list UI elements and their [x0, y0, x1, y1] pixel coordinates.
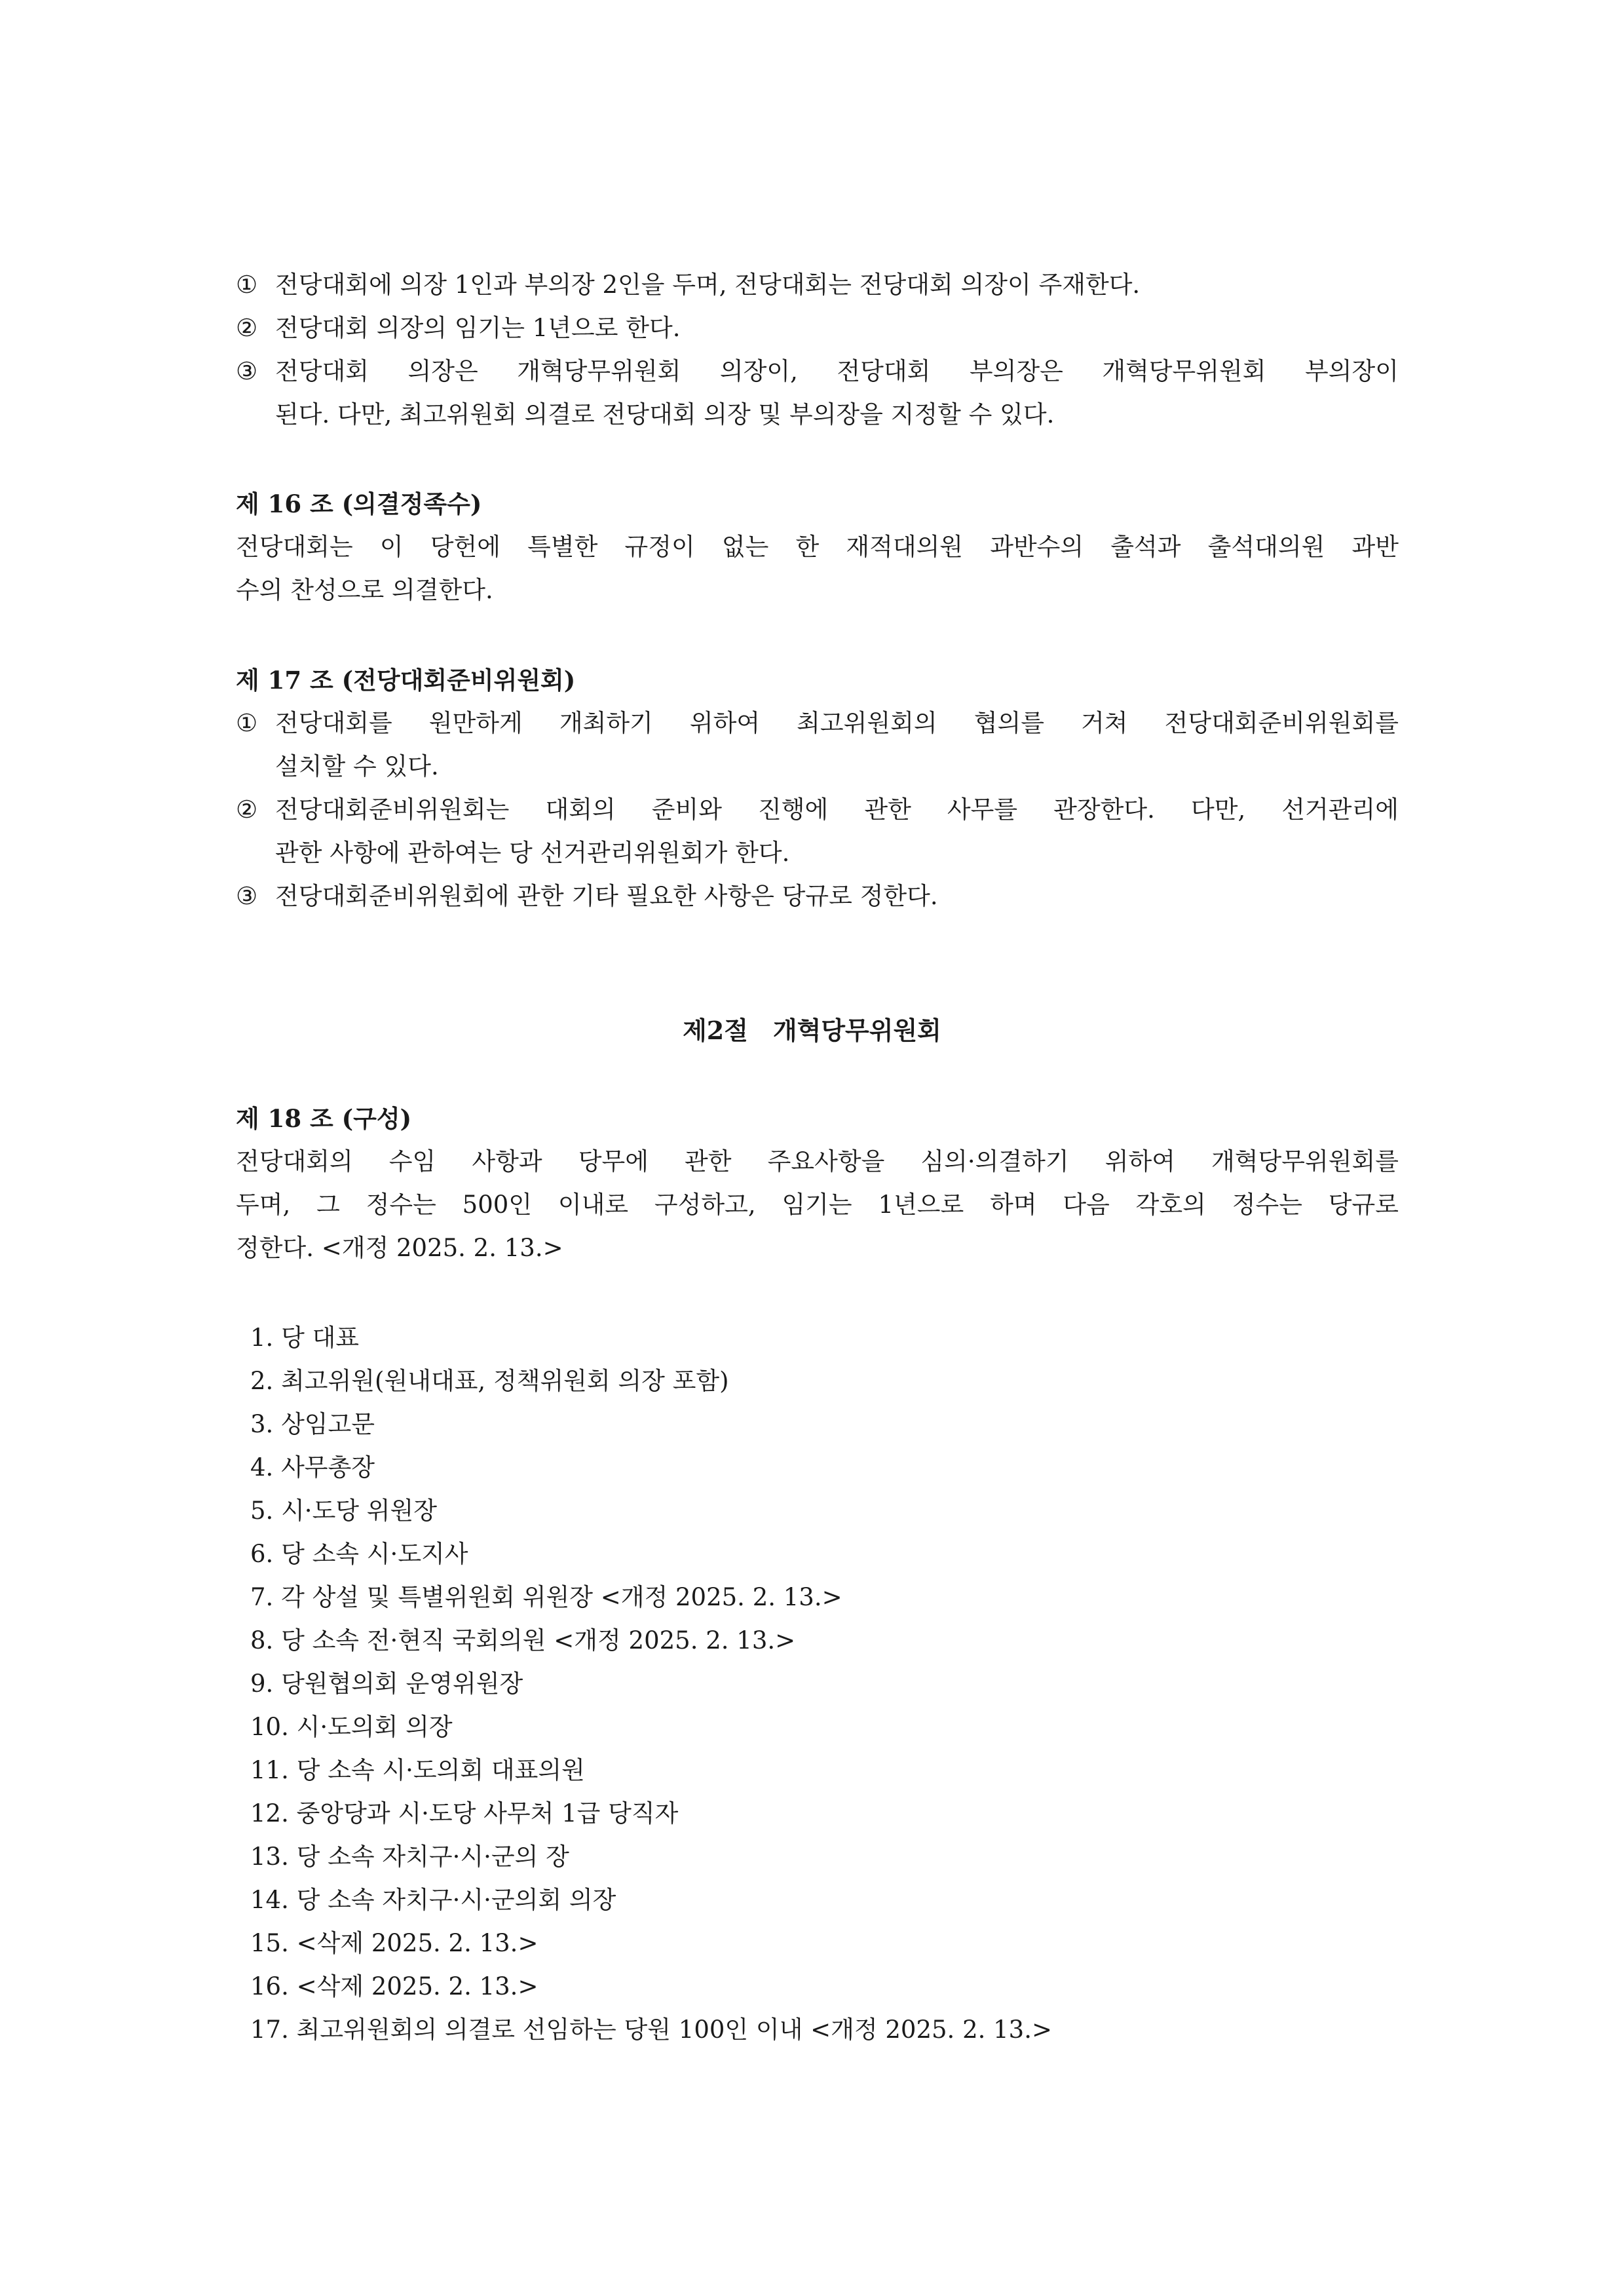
item-line: 설치할 수 있다.	[275, 752, 439, 780]
list-item: 9. 당원협의회 운영위원장	[250, 1670, 523, 1698]
article-heading: 제 16 조 (의결정족수)	[236, 489, 482, 518]
item-line: 전당대회준비위원회에 관한 기타 필요한 사항은 당규로 정한다.	[275, 882, 938, 910]
item-line: 전당대회 의장의 임기는 1년으로 한다.	[275, 314, 681, 342]
item-marker: ①	[236, 271, 258, 299]
list-item: 13. 당 소속 자치구·시·군의 장	[250, 1843, 569, 1871]
paragraph-line: 두며, 그 정수는 500인 이내로 구성하고, 임기는 1년으로 하며 다음 각호의 정수는 당규로	[236, 1191, 1399, 1219]
item-line: 된다. 다만, 최고위원회 의결로 전당대회 의장 및 부의장을 지정할 수 있다.	[275, 400, 1055, 429]
list-item: 6. 당 소속 시·도지사	[250, 1540, 468, 1568]
list-item: 4. 사무총장	[250, 1453, 375, 1482]
paragraph-line: 전당대회는 이 당헌에 특별한 규정이 없는 한 재적대의원 과반수의 출석과 출석대의원 과반	[236, 533, 1399, 561]
item-marker: ②	[236, 314, 258, 342]
list-item: 10. 시·도의회 의장	[250, 1713, 453, 1741]
list-item: 8. 당 소속 전·현직 국회의원 <개정 2025. 2. 13.>	[250, 1626, 796, 1655]
list-item: 3. 상임고문	[250, 1410, 375, 1438]
paragraph-line: 수의 찬성으로 의결한다.	[236, 576, 493, 604]
article-heading: 제 18 조 (구성)	[236, 1104, 412, 1133]
list-item: 15. <삭제 2025. 2. 13.>	[250, 1929, 538, 1957]
section-title: 제2절 개혁당무위원회	[683, 1016, 941, 1045]
list-item: 12. 중앙당과 시·도당 사무처 1급 당직자	[250, 1799, 679, 1827]
list-item: 11. 당 소속 시·도의회 대표의원	[250, 1756, 585, 1784]
list-item: 7. 각 상설 및 특별위원회 위원장 <개정 2025. 2. 13.>	[250, 1583, 842, 1611]
list-item: 2. 최고위원(원내대표, 정책위원회 의장 포함)	[250, 1367, 729, 1395]
list-item: 14. 당 소속 자치구·시·군의회 의장	[250, 1886, 616, 1914]
item-line: 전당대회를 원만하게 개최하기 위하여 최고위원회의 협의를 거쳐 전당대회준비위원회를	[275, 709, 1399, 737]
paragraph-line: 정한다. <개정 2025. 2. 13.>	[236, 1234, 563, 1262]
item-line: 전당대회에 의장 1인과 부의장 2인을 두며, 전당대회는 전당대회 의장이 주재한다.	[275, 271, 1141, 299]
item-marker: ②	[236, 795, 258, 824]
list-item: 1. 당 대표	[250, 1324, 360, 1352]
item-line: 관한 사항에 관하여는 당 선거관리위원회가 한다.	[275, 839, 790, 867]
list-item: 5. 시·도당 위원장	[250, 1497, 438, 1525]
paragraph-line: 전당대회의 수임 사항과 당무에 관한 주요사항을 심의·의결하기 위하여 개혁당무위원회를	[236, 1147, 1399, 1176]
list-item: 16. <삭제 2025. 2. 13.>	[250, 1972, 538, 2000]
item-line: 전당대회준비위원회는 대회의 준비와 진행에 관한 사무를 관장한다. 다만, 선거관리에	[275, 795, 1399, 824]
list-item: 17. 최고위원회의 의결로 선임하는 당원 100인 이내 <개정 2025. 2. 13.>	[250, 2016, 1052, 2044]
item-marker: ③	[236, 357, 258, 385]
item-line: 전당대회 의장은 개혁당무위원회 의장이, 전당대회 부의장은 개혁당무위원회 부의장이	[275, 357, 1399, 385]
item-marker: ③	[236, 882, 258, 910]
item-marker: ①	[236, 709, 258, 737]
article-heading: 제 17 조 (전당대회준비위원회)	[236, 666, 576, 695]
